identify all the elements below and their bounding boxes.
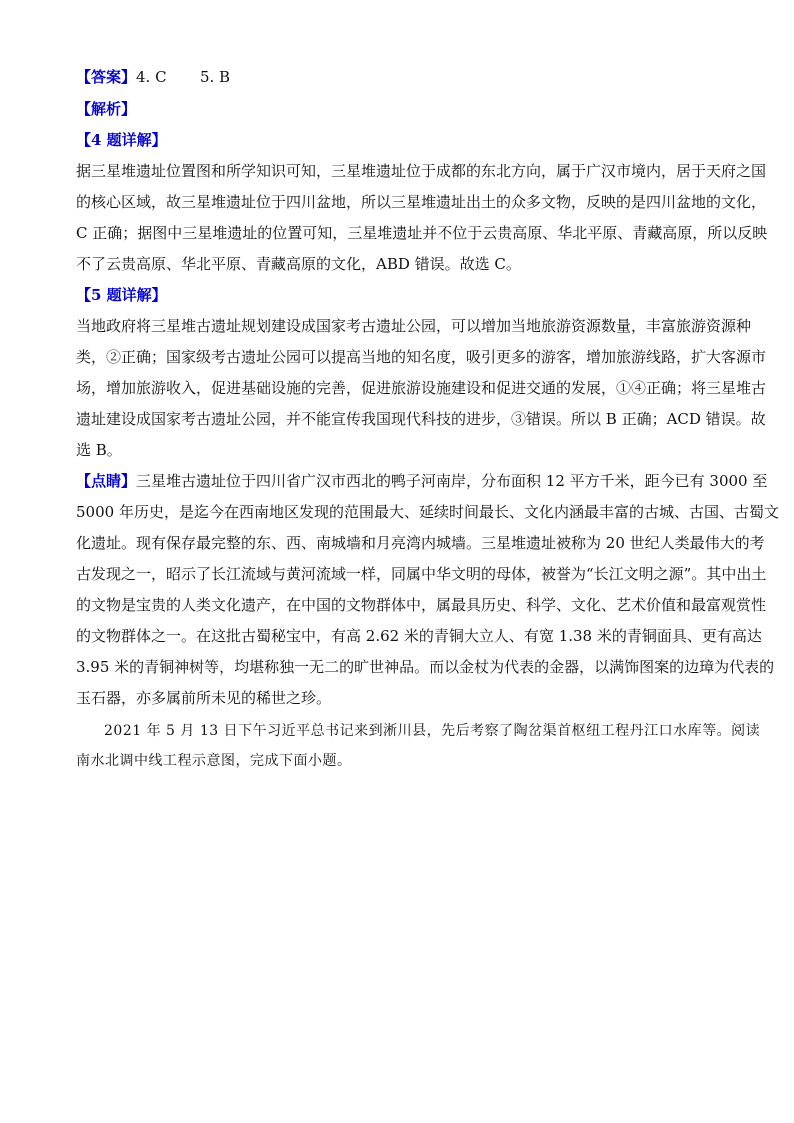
analysis-label-line: [76, 100, 136, 118]
highlight-first-line: [76, 472, 768, 490]
q4-line-2: 的核心区域，故三星堆遗址位于四川盆地，所以三星堆遗址出土的众多文物，反映的是四川盆地的文化，: [76, 193, 767, 211]
analysis-label: 【解析】: [76, 100, 137, 118]
highlight-line-2: 5000 年历史，是迄今在西南地区发现的范围最大、延续时间最长、文化内涵最丰富的古城、古国、古蜀文: [76, 503, 779, 521]
q5-line-5: 选 B。: [76, 441, 122, 459]
highlight-line-4: 古发现之一，昭示了长江流域与黄河流域一样，同属中华文明的母体，被誉为“长江文明之源”。其中出土: [76, 565, 767, 583]
q5-line-2: 类，②正确；国家级考古遗址公园可以提高当地的知名度，吸引更多的游客，增加旅游线路，扩大客源市: [76, 348, 767, 366]
highlight-line-8: 玉石器，亦多属前所未见的稀世之珍。: [76, 689, 332, 707]
q5-label-line: [76, 286, 167, 304]
highlight-line-3: 化遗址。现有保存最完整的东、西、南城墙和月亮湾内城墙。三星堆遗址被称为 20 世纪人类最伟大的考: [76, 534, 765, 552]
next-question-line-2: 南水北调中线工程示意图，完成下面小题。: [76, 753, 352, 769]
answer-label: 【答案】: [76, 68, 137, 86]
q4-line-1: 据三星堆遗址位置图和所学知识可知，三星堆遗址位于成都的东北方向，属于广汉市境内，居于天府之国: [76, 162, 767, 180]
q4-line-3: C 正确；据图中三星堆遗址的位置可知，三星堆遗址并不位于云贵高原、华北平原、青藏高原，所以反映: [76, 224, 768, 242]
q5-line-4: 遗址建设成国家考古遗址公园，并不能宣传我国现代科技的进步，③错误。所以 B 正确；ACD 错误。故: [76, 410, 766, 428]
next-question-line-1: 2021 年 5 月 13 日下午习近平总书记来到淅川县，先后考察了陶岔渠首枢纽工程丹江口水库等。阅读: [104, 723, 761, 739]
q5-label: 【5 题详解】: [76, 286, 167, 304]
answer-line: [76, 68, 230, 86]
q4-label-line: [76, 131, 167, 149]
highlight-line-7: 3.95 米的青铜神树等，均堪称独一无二的旷世神品。而以金杖为代表的金器，以满饰图案的边璋为代表的: [76, 658, 775, 676]
highlight-label: 【点睛】: [76, 472, 137, 490]
highlight-first-text: 三星堆古遗址位于四川省广汉市西北的鸭子河南岸，分布面积 12 平方千米，距今已有 3000 至: [136, 472, 768, 490]
answer-values: 4. C 5. B: [136, 68, 231, 86]
q4-label: 【4 题详解】: [76, 131, 167, 149]
q5-line-3: 场，增加旅游收入，促进基础设施的完善，促进旅游设施建设和促进交通的发展，①④正确；将三星堆古: [76, 379, 767, 397]
highlight-line-6: 的文物群体之一。在这批古蜀秘宝中，有高 2.62 米的青铜大立人、有宽 1.38 米的青铜面具、更有高达: [76, 627, 762, 645]
highlight-line-5: 的文物是宝贵的人类文化遗产，在中国的文物群体中，属最具历史、科学、文化、艺术价值和最富观赏性: [76, 596, 767, 614]
q4-line-4: 不了云贵高原、华北平原、青藏高原的文化，ABD 错误。故选 C。: [76, 255, 521, 273]
q5-line-1: 当地政府将三星堆古遗址规划建设成国家考古遗址公园，可以增加当地旅游资源数量，丰富旅游资源种: [76, 317, 752, 335]
